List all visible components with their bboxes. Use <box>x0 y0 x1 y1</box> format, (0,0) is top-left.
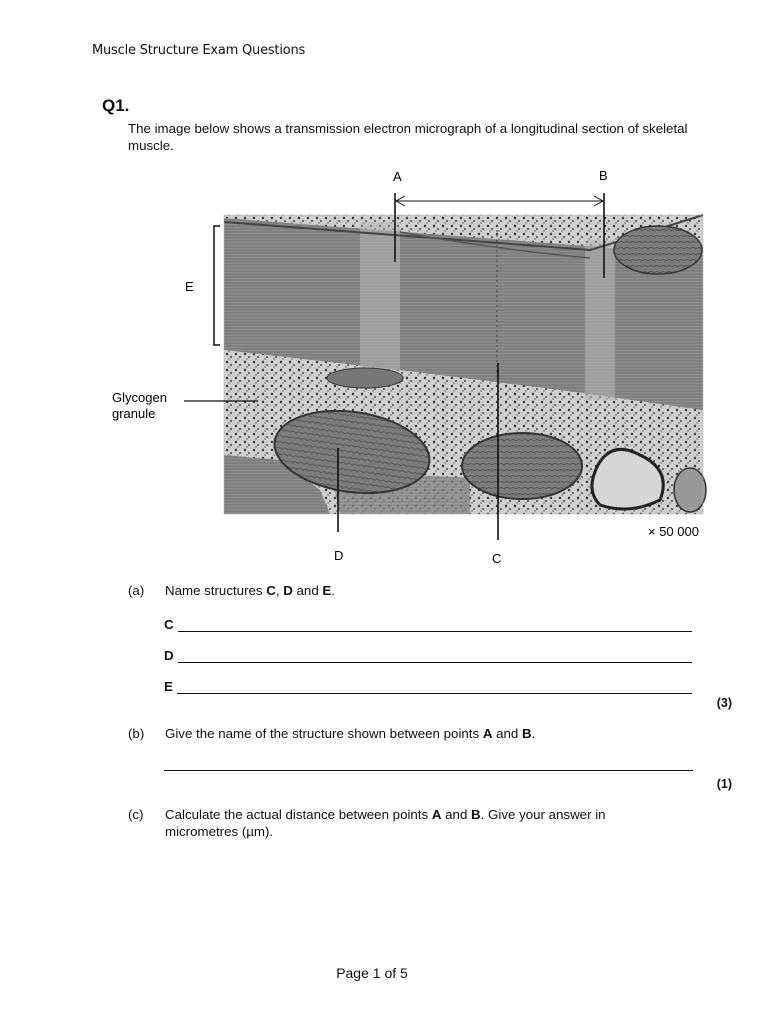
part-a-label: (a) <box>128 583 145 598</box>
answer-line-d[interactable]: D <box>164 645 692 663</box>
label-a: A <box>393 169 402 184</box>
part-b-question: Give the name of the structure shown between points A and B. <box>165 726 536 741</box>
part-b-marks: (1) <box>716 777 732 791</box>
page-footer: Page 1 of 5 <box>336 965 408 981</box>
mitochondrion <box>462 433 582 499</box>
label-b: B <box>599 168 608 183</box>
label-e: E <box>185 279 194 294</box>
label-d: D <box>334 548 344 563</box>
answer-line-e[interactable]: E <box>164 676 692 694</box>
part-c-label: (c) <box>128 807 144 822</box>
question-intro: The image below shows a transmission electron micrograph of a longitudinal section of skeletal muscle. <box>128 121 688 153</box>
part-a-question: Name structures C, D and E. <box>165 583 335 598</box>
document-header: Muscle Structure Exam Questions <box>92 43 306 58</box>
answer-line-b[interactable] <box>164 770 693 771</box>
answer-line-c[interactable]: C <box>164 614 692 632</box>
part-b-label: (b) <box>128 726 145 741</box>
glycogen-label-2: granule <box>112 406 156 421</box>
mitochondrion <box>614 226 702 274</box>
part-a-marks: (3) <box>716 696 732 710</box>
part-c-question: Calculate the actual distance between points A and B. Give your answer in micrometres (µm). <box>165 807 606 839</box>
question-number: Q1. <box>102 96 130 115</box>
label-c: C <box>492 551 502 566</box>
glycogen-label-1: Glycogen <box>112 390 167 405</box>
magnification-label: × 50 000 <box>648 524 699 539</box>
bracket-e <box>214 226 220 345</box>
